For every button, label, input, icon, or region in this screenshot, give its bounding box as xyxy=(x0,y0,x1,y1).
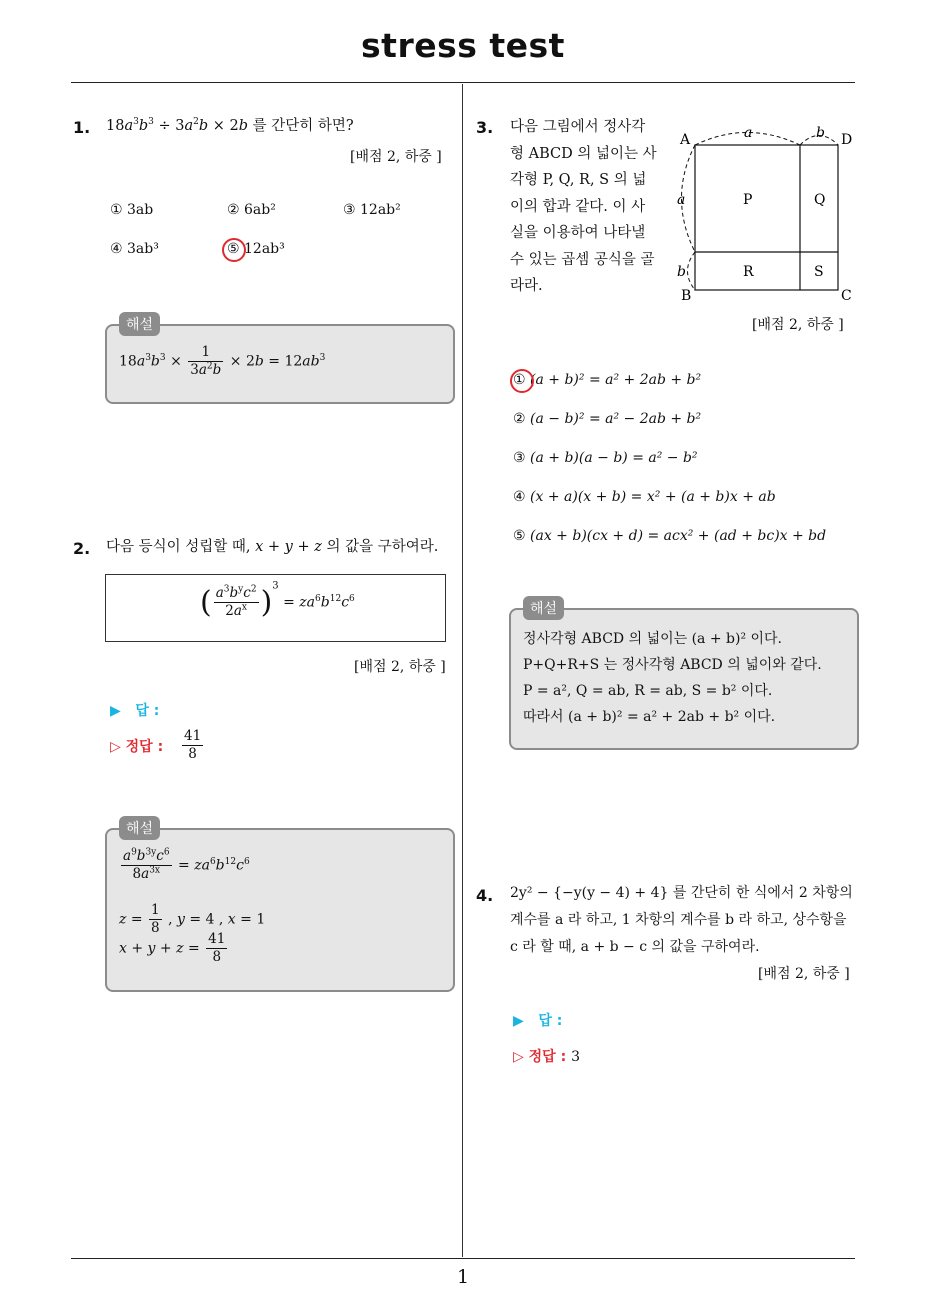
q1-number: 1. xyxy=(73,118,91,137)
q2-solution-line-1: $\frac{a^9b^{3y}c^6}{8a^{3x}}$ = $za^6b^{12}c^6$ xyxy=(123,847,250,882)
q3-text-line: 실을 이용하여 나타낼 xyxy=(510,225,646,241)
label-C: C xyxy=(841,288,852,304)
q2-equation: ( $\frac{a^3b^yc^2}{2a^x}$ )$^3 = za^6b^{12}c^6$ xyxy=(200,580,355,620)
label-S: S xyxy=(814,264,824,280)
q2-text-suffix: 의 값을 구하여라. xyxy=(321,539,439,555)
q2-solution-tag: 해설 xyxy=(119,816,160,840)
q3-choice-2[interactable] xyxy=(513,411,701,427)
page-title: stress test xyxy=(361,26,565,65)
q3-choice-5-text: (ax + b)(cx + d) = acx² + (ad + bc)x + bd xyxy=(530,528,827,544)
q4-score: [배점 2, 하중 ] xyxy=(758,966,850,982)
q3-text-line: 형 ABCD 의 넓이는 사 xyxy=(510,145,657,162)
q3-choice-2-mark: ② xyxy=(513,411,526,427)
q3-choice-3-text: (a + b)(a − b) = a² − b² xyxy=(530,450,698,466)
q3-text-line: 각형 P, Q, R, S 의 넓 xyxy=(510,172,647,188)
q4-correct-value: 3 xyxy=(571,1049,580,1065)
label-R: R xyxy=(743,264,754,280)
q3-text xyxy=(510,114,657,300)
q2-answer-label: 답 : xyxy=(135,703,160,719)
q4-text-line: 2y² − {−y(y − 4) + 4} 를 간단히 한 식에서 2 차항의 xyxy=(510,885,853,901)
q1-text: $18a^3b^3 \div 3a^2b \times 2b$ 를 간단히 하면? xyxy=(106,117,354,134)
q3-choice-1[interactable] xyxy=(513,372,701,388)
q2-answer-row[interactable] xyxy=(110,700,159,720)
q3-solution-line-4: 따라서 (a + b)² = a² + 2ab + b² 이다. xyxy=(523,709,776,725)
bottom-rule xyxy=(71,1258,855,1259)
q4-text xyxy=(510,880,853,961)
q3-solution-box xyxy=(509,608,859,750)
answer-arrow-icon: ▶ xyxy=(110,703,121,719)
q2-correct-num: 41 xyxy=(184,728,202,744)
q3-text-line: 이의 합과 같다. 이 사 xyxy=(510,198,646,215)
q2-solution-box xyxy=(105,828,455,992)
q4-correct-row xyxy=(513,1046,580,1066)
page-number: 1 xyxy=(456,1266,470,1288)
q2-solution-line-3: x + y + z = $\frac{41}{8}$ xyxy=(119,931,226,965)
label-D: D xyxy=(841,132,853,148)
q2-correct-value xyxy=(180,728,205,763)
q3-choice-1-text: (a + b)² = a² + 2ab + b² xyxy=(530,372,702,388)
q2-text-prefix: 다음 등식이 성립할 때, xyxy=(106,539,256,555)
answer-arrow-icon: ▶ xyxy=(513,1013,524,1029)
q1-choice-1[interactable]: ① 3ab xyxy=(110,202,154,218)
label-left-b: b xyxy=(677,264,686,280)
label-Q: Q xyxy=(814,192,826,208)
q3-number: 3. xyxy=(476,118,494,137)
q1-choice-5[interactable]: ⑤ 12ab³ xyxy=(227,241,285,257)
label-top-b: b xyxy=(816,125,825,141)
q3-choice-3-mark: ③ xyxy=(513,450,526,466)
q3-choice-4-mark: ④ xyxy=(513,489,526,505)
q3-text-line: 수 있는 곱셈 공식을 골 xyxy=(510,251,655,268)
q4-text-line: 계수를 a 라 하고, 1 차항의 계수를 b 라 하고, 상수항을 xyxy=(510,912,847,928)
q1-choice-2[interactable]: ② 6ab² xyxy=(227,202,276,218)
q3-solution-tag: 해설 xyxy=(523,596,564,620)
correct-arrow-icon: ▷ xyxy=(513,1049,524,1065)
q3-choice-2-text: (a − b)² = a² − 2ab + b² xyxy=(530,411,702,427)
q2-correct-row xyxy=(110,736,163,756)
q3-selected-mark xyxy=(510,369,534,393)
label-A: A xyxy=(680,132,691,148)
q2-correct-label: 정답 : xyxy=(125,739,164,755)
q1-text-suffix: 를 간단히 하면? xyxy=(248,118,354,134)
column-divider xyxy=(462,84,463,1257)
q1-score: [배점 2, 하중 ] xyxy=(350,149,442,165)
q2-number: 2. xyxy=(73,539,91,558)
q1-selected-mark xyxy=(222,238,246,262)
q3-choice-4[interactable] xyxy=(513,489,776,505)
q4-answer-row[interactable] xyxy=(513,1010,562,1030)
q2-score: [배점 2, 하중 ] xyxy=(354,659,446,675)
q2-text: 다음 등식이 성립할 때, x + y + z 의 값을 구하여라. xyxy=(106,539,439,555)
left-brace-b xyxy=(688,252,696,290)
q3-solution-line-1: 정사각형 ABCD 의 넓이는 (a + b)² 이다. xyxy=(523,631,783,647)
q2-equation-box xyxy=(105,574,446,642)
q3-choice-5[interactable] xyxy=(513,528,826,544)
q3-text-line: 다음 그림에서 정사각 xyxy=(510,119,646,135)
q4-correct-label: 정답 : xyxy=(528,1049,567,1065)
q1-choice-4[interactable]: ④ 3ab³ xyxy=(110,241,159,257)
correct-arrow-icon: ▷ xyxy=(110,739,121,755)
q3-score: [배점 2, 하중 ] xyxy=(752,317,844,333)
q4-answer-label: 답 : xyxy=(538,1013,563,1029)
q4-number: 4. xyxy=(476,886,494,905)
q1-solution-formula: $18a^3b^3$ × $\frac{1}{3a^2b}$ × $2b = 12ab^3$ xyxy=(119,344,326,378)
q2-solution-line-2: z = $\frac{1}{8}$ , y = 4 , x = 1 xyxy=(119,902,266,936)
q3-text-line: 라라. xyxy=(510,278,543,294)
q1-choice-3[interactable]: ③ 12ab² xyxy=(343,202,401,218)
q3-solution-line-3: P = a², Q = ab, R = ab, S = b² 이다. xyxy=(523,683,773,699)
top-rule xyxy=(71,82,855,83)
q3-choice-4-text: (x + a)(x + b) = x² + (a + b)x + ab xyxy=(530,489,776,505)
label-top-a: a xyxy=(744,125,753,141)
label-P: P xyxy=(743,192,753,208)
label-left-a: a xyxy=(677,192,686,208)
label-B: B xyxy=(681,288,692,304)
q1-solution-tag: 해설 xyxy=(119,312,160,336)
q4-text-line: c 라 할 때, a + b − c 의 값을 구하여라. xyxy=(510,939,760,955)
q3-solution-line-2: P+Q+R+S 는 정사각형 ABCD 의 넓이와 같다. xyxy=(523,657,822,673)
q2-correct-den: 8 xyxy=(188,746,197,762)
q3-figure xyxy=(670,118,860,306)
q3-choice-3[interactable] xyxy=(513,450,698,466)
q3-choice-1-mark: ① xyxy=(513,372,526,388)
q3-choice-5-mark: ⑤ xyxy=(513,528,526,544)
q1-solution-box xyxy=(105,324,455,404)
